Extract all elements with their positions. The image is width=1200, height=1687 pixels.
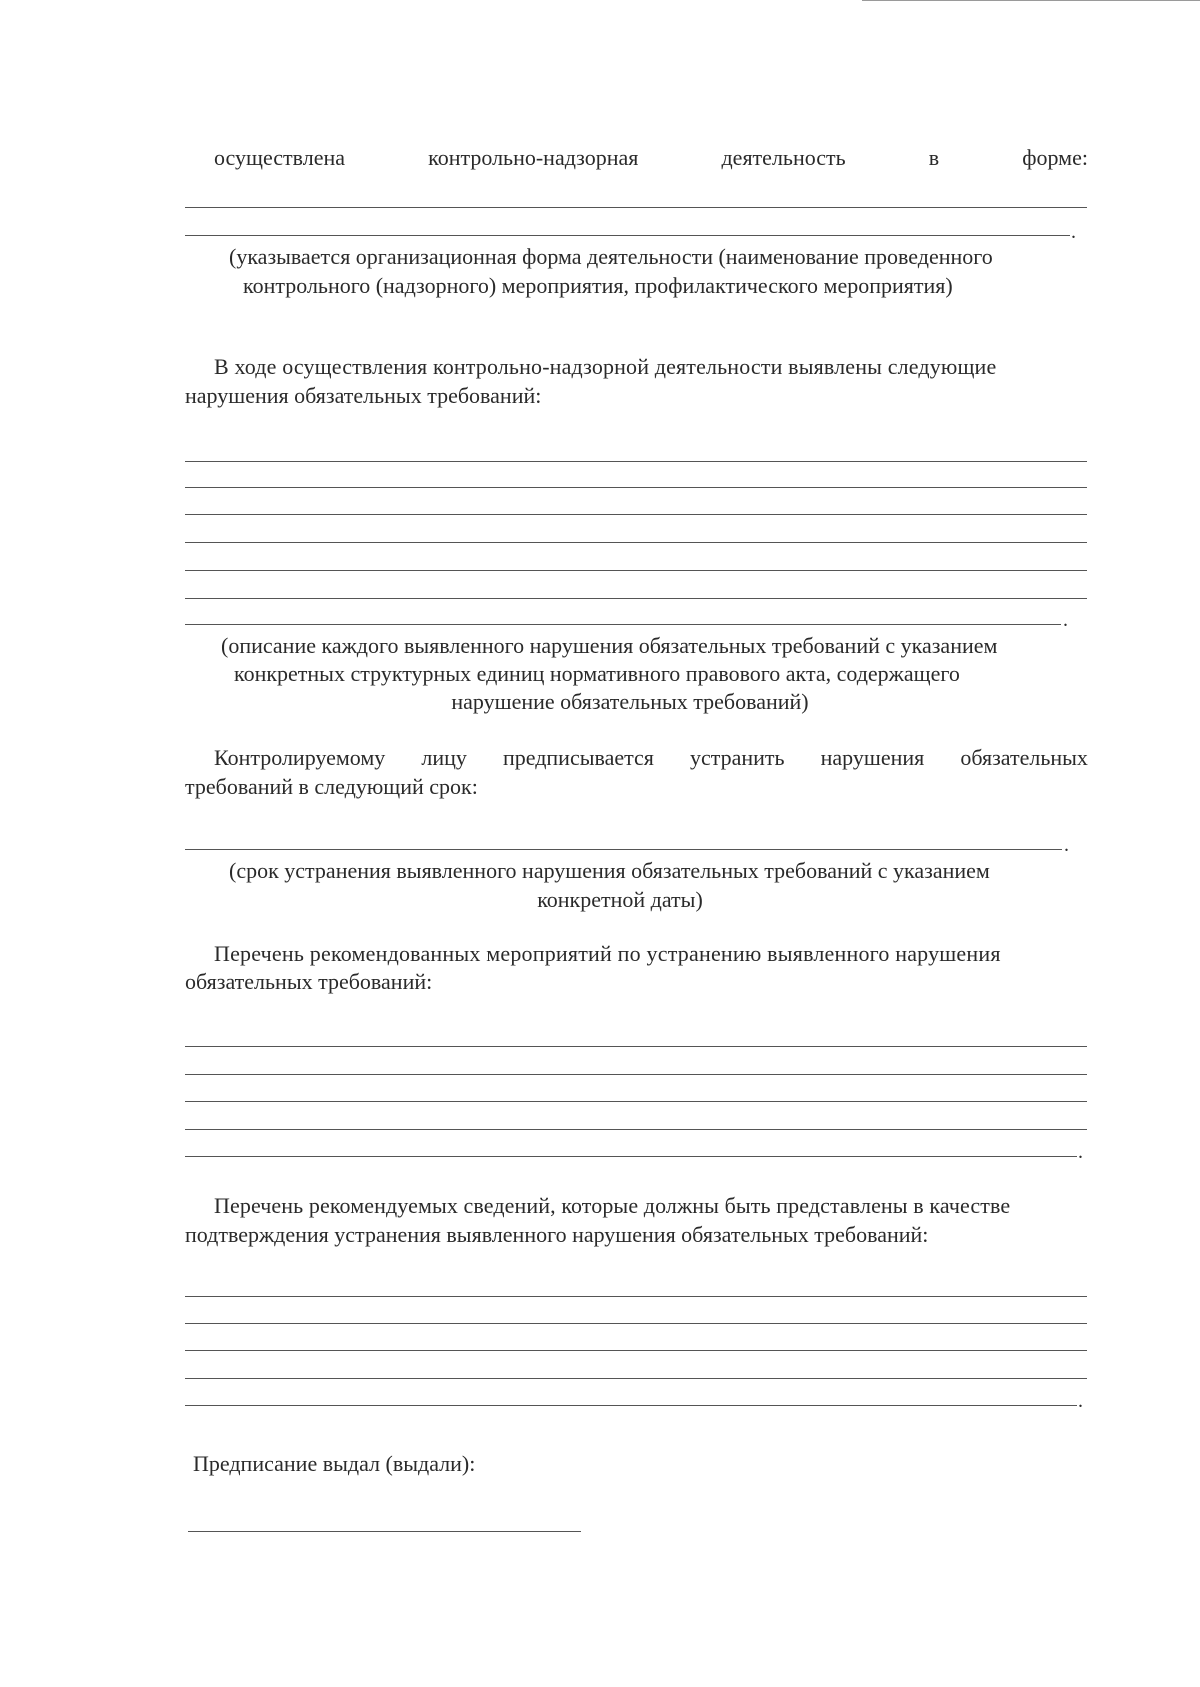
fill-in-line (185, 849, 1062, 850)
signature-line (188, 1531, 581, 1532)
fill-in-line (185, 1129, 1087, 1130)
line-end-period: . (1063, 609, 1068, 631)
fill-in-line (185, 1378, 1087, 1379)
fill-in-line (185, 624, 1061, 625)
fill-in-line (185, 487, 1087, 488)
deadline-caption: (срок устранения выявленного нарушения обязательных требований с указанием (229, 858, 990, 883)
line-end-period: . (1078, 1390, 1083, 1412)
scan-edge-mark (862, 0, 1200, 5)
heading-word: устранить (689, 745, 785, 770)
violations-caption: конкретных структурных единиц нормативного правового акта, содержащего (234, 661, 960, 686)
measures-heading: обязательных требований: (185, 969, 433, 994)
evidence-heading: подтверждения устранения выявленного нарушения обязательных требований: (185, 1222, 929, 1247)
heading-word: обязательных (960, 745, 1088, 770)
line-end-period: . (1078, 1141, 1083, 1163)
measures-heading: Перечень рекомендованных мероприятий по устранению выявленного нарушения (214, 941, 1001, 966)
lead-word: контрольно-надзорная (428, 145, 639, 170)
evidence-heading: Перечень рекомендуемых сведений, которые должны быть представлены в качестве (214, 1193, 1011, 1218)
violations-caption: нарушение обязательных требований) (451, 689, 809, 714)
fill-in-line (185, 207, 1087, 208)
fill-in-line (185, 1046, 1087, 1047)
line-end-period: . (1071, 221, 1076, 243)
fill-in-line (185, 1296, 1087, 1297)
lead-word: осуществлена (214, 145, 346, 170)
violations-heading: нарушения обязательных требований: (185, 383, 542, 408)
heading-word: предписывается (502, 745, 654, 770)
violations-heading: В ходе осуществления контрольно-надзорной деятельности выявлены следующие (214, 354, 997, 379)
violations-caption: (описание каждого выявленного нарушения обязательных требований с указанием (221, 633, 998, 658)
heading-word: Контролируемому (214, 745, 386, 770)
lead-word: форме: (1022, 145, 1088, 170)
fill-in-line (185, 1350, 1087, 1351)
fill-in-line (185, 514, 1087, 515)
fill-in-line (185, 598, 1087, 599)
heading-word: нарушения (820, 745, 925, 770)
fill-in-line (185, 1074, 1087, 1075)
issued-by-label: Предписание выдал (выдали): (193, 1451, 476, 1476)
fill-in-line (185, 1156, 1077, 1157)
deadline-caption: конкретной даты) (537, 887, 703, 912)
fill-in-line (185, 1101, 1087, 1102)
form-activity-caption: (указывается организационная форма деятельности (наименование проведенного (229, 244, 993, 269)
form-activity-caption: контрольного (надзорного) мероприятия, профилактического мероприятия) (243, 273, 953, 298)
fill-in-line (185, 1405, 1077, 1406)
fill-in-line (185, 1323, 1087, 1324)
form-activity-lead (214, 144, 1088, 172)
fill-in-line (185, 542, 1087, 543)
fill-in-line (185, 461, 1087, 462)
lead-word: деятельность (721, 145, 846, 170)
fill-in-line (185, 570, 1087, 571)
fill-in-line (185, 235, 1070, 236)
deadline-heading (214, 744, 1088, 772)
lead-word: в (928, 145, 940, 170)
deadline-heading: требований в следующий срок: (185, 774, 478, 799)
line-end-period: . (1064, 834, 1069, 856)
heading-word: лицу (421, 745, 467, 770)
